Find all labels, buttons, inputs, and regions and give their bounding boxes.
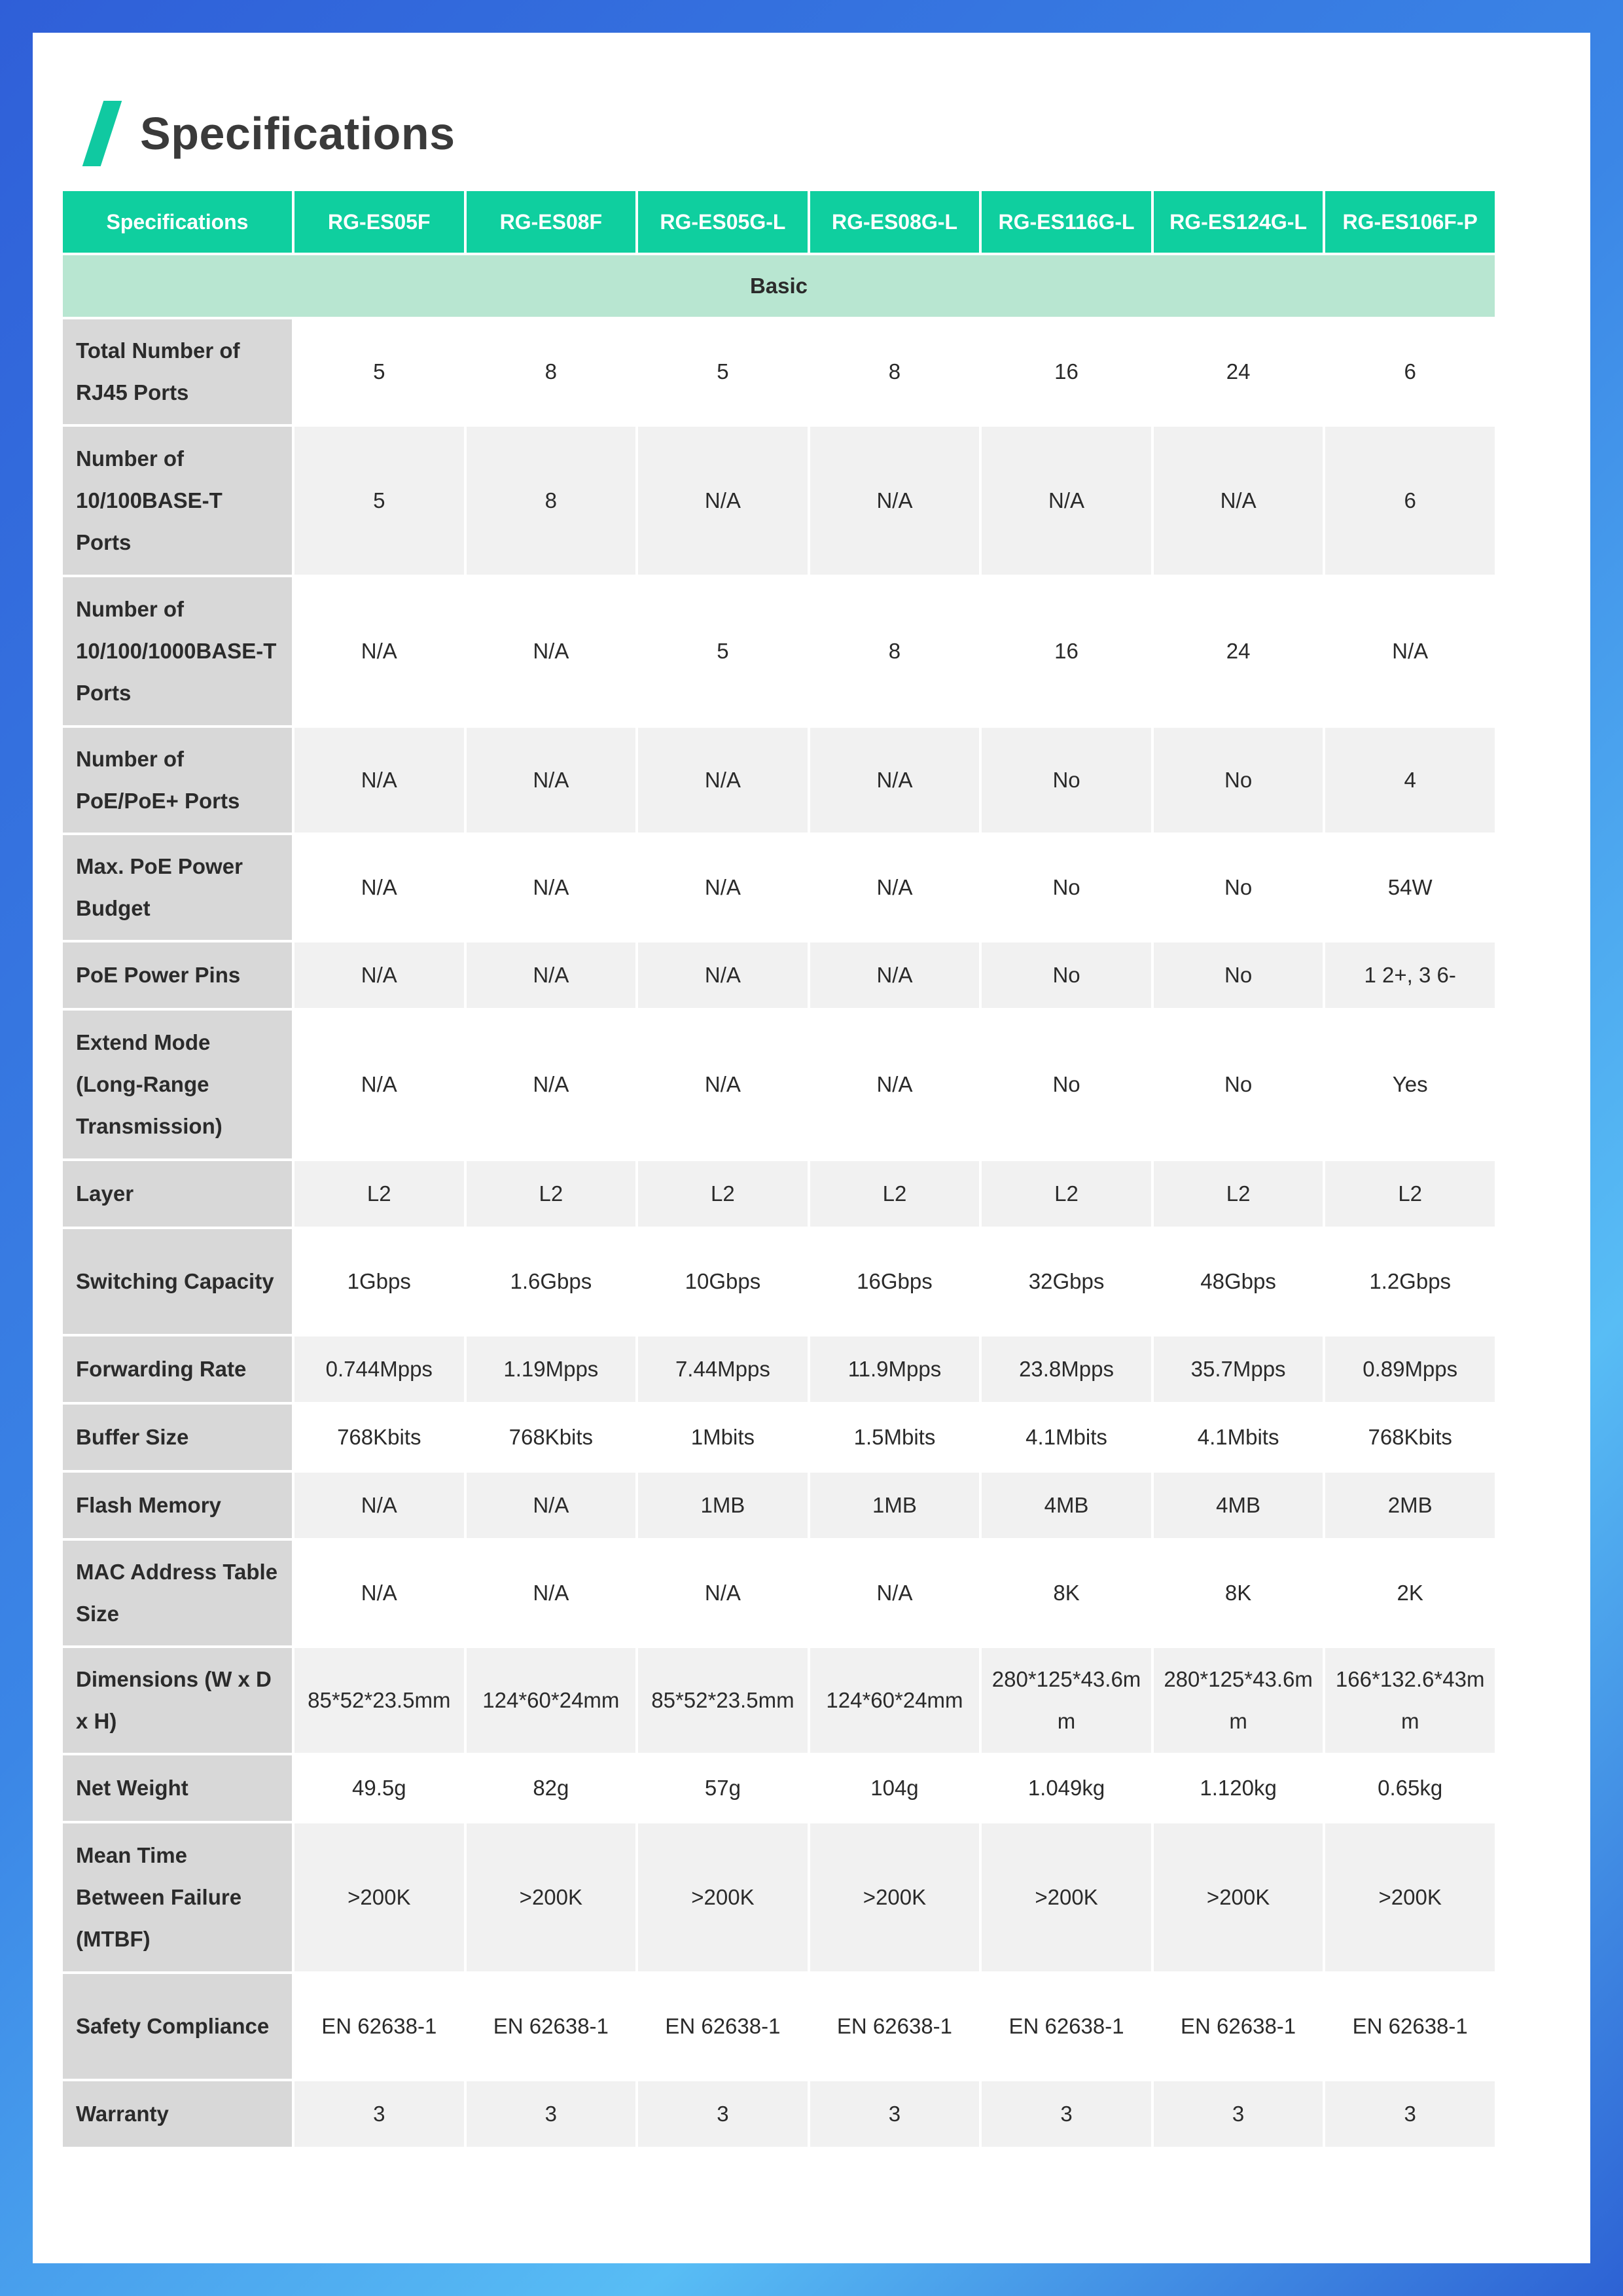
table-cell: 5 (638, 577, 808, 725)
table-cell: N/A (294, 1473, 464, 1538)
table-cell: 768Kbits (294, 1405, 464, 1470)
table-cell: N/A (467, 577, 636, 725)
row-label: Number of PoE/PoE+ Ports (63, 728, 292, 833)
table-row (63, 942, 1495, 1008)
table-cell: Yes (1325, 1011, 1495, 1158)
table-cell: 104g (810, 1755, 980, 1821)
table-cell: 5 (638, 319, 808, 424)
table-cell: EN 62638-1 (1325, 1974, 1495, 2079)
table-cell: EN 62638-1 (982, 1974, 1151, 2079)
table-cell: EN 62638-1 (638, 1974, 808, 2079)
table-row (63, 1011, 1495, 1158)
table-cell: 768Kbits (1325, 1405, 1495, 1470)
table-cell: >200K (810, 1823, 980, 1971)
table-row (63, 835, 1495, 940)
header-cell-model: RG-ES124G-L (1154, 191, 1323, 253)
heading-accent-bar (82, 101, 122, 166)
row-label: Layer (63, 1161, 292, 1227)
table-row (63, 1336, 1495, 1402)
table-cell: 4.1Mbits (1154, 1405, 1323, 1470)
table-cell: 8 (467, 319, 636, 424)
table-cell: 1MB (638, 1473, 808, 1538)
table-cell: 166*132.6*43mm (1325, 1648, 1495, 1753)
table-row (63, 1161, 1495, 1227)
table-cell: 3 (467, 2081, 636, 2147)
table-cell: N/A (1154, 427, 1323, 575)
table-cell: No (1154, 728, 1323, 833)
table-cell: 1Gbps (294, 1229, 464, 1334)
table-cell: N/A (467, 942, 636, 1008)
table-cell: 57g (638, 1755, 808, 1821)
table-cell: N/A (467, 1473, 636, 1538)
table-cell: N/A (467, 1011, 636, 1158)
table-cell: 11.9Mpps (810, 1336, 980, 1402)
table-row (63, 1473, 1495, 1538)
header-cell-model: RG-ES05G-L (638, 191, 808, 253)
table-cell: L2 (467, 1161, 636, 1227)
table-cell: 5 (294, 427, 464, 575)
table-cell: 48Gbps (1154, 1229, 1323, 1334)
table-cell: No (982, 728, 1151, 833)
row-label: Net Weight (63, 1755, 292, 1821)
table-cell: N/A (467, 835, 636, 940)
table-row (63, 1405, 1495, 1470)
table-cell: No (982, 942, 1151, 1008)
table-cell: 4.1Mbits (982, 1405, 1151, 1470)
table-cell: 1 2+, 3 6- (1325, 942, 1495, 1008)
table-row (63, 319, 1495, 424)
row-label: PoE Power Pins (63, 942, 292, 1008)
table-cell: 768Kbits (467, 1405, 636, 1470)
table-cell: 23.8Mpps (982, 1336, 1151, 1402)
table-cell: L2 (294, 1161, 464, 1227)
table-row (63, 728, 1495, 833)
table-cell: N/A (810, 1541, 980, 1645)
table-cell: 3 (1325, 2081, 1495, 2147)
table-cell: 280*125*43.6mm (982, 1648, 1151, 1753)
table-cell: 16 (982, 319, 1151, 424)
table-cell: EN 62638-1 (1154, 1974, 1323, 2079)
table-cell: 1.19Mpps (467, 1336, 636, 1402)
table-cell: 124*60*24mm (467, 1648, 636, 1753)
table-row (63, 1755, 1495, 1821)
table-cell: 85*52*23.5mm (294, 1648, 464, 1753)
table-cell: 4MB (982, 1473, 1151, 1538)
table-cell: 3 (638, 2081, 808, 2147)
table-cell: L2 (1325, 1161, 1495, 1227)
table-cell: 4MB (1154, 1473, 1323, 1538)
table-cell: 32Gbps (982, 1229, 1151, 1334)
table-cell: N/A (982, 427, 1151, 575)
table-cell: N/A (638, 728, 808, 833)
table-row (63, 577, 1495, 725)
table-cell: N/A (294, 835, 464, 940)
table-cell: 280*125*43.6mm (1154, 1648, 1323, 1753)
row-label: Flash Memory (63, 1473, 292, 1538)
table-cell: No (982, 835, 1151, 940)
table-cell: No (1154, 942, 1323, 1008)
row-label: Dimensions (W x D x H) (63, 1648, 292, 1753)
table-cell: No (1154, 1011, 1323, 1158)
table-cell: 7.44Mpps (638, 1336, 808, 1402)
table-cell: N/A (638, 1541, 808, 1645)
table-cell: 85*52*23.5mm (638, 1648, 808, 1753)
table-cell: N/A (638, 1011, 808, 1158)
row-label: Extend Mode (Long-Range Transmission) (63, 1011, 292, 1158)
table-cell: 35.7Mpps (1154, 1336, 1323, 1402)
header-cell-model: RG-ES05F (294, 191, 464, 253)
table-cell: N/A (810, 835, 980, 940)
table-cell: 0.65kg (1325, 1755, 1495, 1821)
table-cell: No (1154, 835, 1323, 940)
table-row (63, 1974, 1495, 2079)
table-cell: >200K (638, 1823, 808, 1971)
table-cell: L2 (638, 1161, 808, 1227)
table-cell: 16 (982, 577, 1151, 725)
table-cell: N/A (294, 577, 464, 725)
table-cell: N/A (294, 1541, 464, 1645)
row-label: Warranty (63, 2081, 292, 2147)
section-label: Basic (63, 255, 1495, 317)
row-label: Mean Time Between Failure (MTBF) (63, 1823, 292, 1971)
row-label: Forwarding Rate (63, 1336, 292, 1402)
row-label: Number of 10/100/1000BASE-T Ports (63, 577, 292, 725)
section-heading (93, 101, 455, 166)
table-row (63, 1541, 1495, 1645)
table-cell: N/A (638, 427, 808, 575)
table-cell: No (982, 1011, 1151, 1158)
header-cell-model: RG-ES08G-L (810, 191, 980, 253)
table-cell: 3 (294, 2081, 464, 2147)
row-label: Total Number of RJ45 Ports (63, 319, 292, 424)
table-cell: N/A (467, 728, 636, 833)
table-cell: N/A (638, 835, 808, 940)
table-cell: 1.120kg (1154, 1755, 1323, 1821)
table-cell: 49.5g (294, 1755, 464, 1821)
table-cell: 24 (1154, 577, 1323, 725)
table-cell: EN 62638-1 (810, 1974, 980, 2079)
row-label: Max. PoE Power Budget (63, 835, 292, 940)
row-label: Number of 10/100BASE-T Ports (63, 427, 292, 575)
table-cell: 4 (1325, 728, 1495, 833)
table-cell: N/A (638, 942, 808, 1008)
table-cell: L2 (982, 1161, 1151, 1227)
table-cell: >200K (1325, 1823, 1495, 1971)
table-cell: 1.6Gbps (467, 1229, 636, 1334)
table-cell: N/A (294, 728, 464, 833)
table-cell: 3 (1154, 2081, 1323, 2147)
specifications-table (60, 188, 1497, 2149)
table-cell: 8K (1154, 1541, 1323, 1645)
table-cell: 0.744Mpps (294, 1336, 464, 1402)
table-cell: 6 (1325, 319, 1495, 424)
table-cell: 1.5Mbits (810, 1405, 980, 1470)
header-cell-model: RG-ES08F (467, 191, 636, 253)
table-cell: N/A (294, 942, 464, 1008)
table-cell: N/A (294, 1011, 464, 1158)
header-cell-specifications: Specifications (63, 191, 292, 253)
table-header-row (63, 191, 1495, 253)
table-cell: N/A (810, 728, 980, 833)
table-cell: N/A (810, 1011, 980, 1158)
table-cell: 124*60*24mm (810, 1648, 980, 1753)
table-cell: 24 (1154, 319, 1323, 424)
table-cell: 10Gbps (638, 1229, 808, 1334)
table-row (63, 2081, 1495, 2147)
table-cell: 3 (810, 2081, 980, 2147)
table-cell: N/A (1325, 577, 1495, 725)
row-label: MAC Address Table Size (63, 1541, 292, 1645)
table-cell: >200K (1154, 1823, 1323, 1971)
table-cell: 1Mbits (638, 1405, 808, 1470)
table-cell: 6 (1325, 427, 1495, 575)
table-cell: EN 62638-1 (467, 1974, 636, 2079)
table-cell: 5 (294, 319, 464, 424)
table-row (63, 1229, 1495, 1334)
table-cell: 1MB (810, 1473, 980, 1538)
table-cell: N/A (810, 942, 980, 1008)
table-cell: 2MB (1325, 1473, 1495, 1538)
table-cell: 0.89Mpps (1325, 1336, 1495, 1402)
table-cell: 8K (982, 1541, 1151, 1645)
section-row-basic (63, 255, 1495, 317)
table-cell: 2K (1325, 1541, 1495, 1645)
table-cell: 8 (810, 577, 980, 725)
table-cell: 3 (982, 2081, 1151, 2147)
table-cell: EN 62638-1 (294, 1974, 464, 2079)
page-title: Specifications (140, 108, 455, 159)
row-label: Buffer Size (63, 1405, 292, 1470)
table-cell: 82g (467, 1755, 636, 1821)
table-cell: >200K (467, 1823, 636, 1971)
row-label: Switching Capacity (63, 1229, 292, 1334)
table-cell: L2 (1154, 1161, 1323, 1227)
table-cell: >200K (294, 1823, 464, 1971)
table-row (63, 1823, 1495, 1971)
header-cell-model: RG-ES116G-L (982, 191, 1151, 253)
table-cell: 8 (810, 319, 980, 424)
table-cell: L2 (810, 1161, 980, 1227)
row-label: Safety Compliance (63, 1974, 292, 2079)
table-cell: N/A (810, 427, 980, 575)
header-cell-model: RG-ES106F-P (1325, 191, 1495, 253)
table-cell: 1.2Gbps (1325, 1229, 1495, 1334)
table-cell: 16Gbps (810, 1229, 980, 1334)
table-cell: 1.049kg (982, 1755, 1151, 1821)
table-cell: 54W (1325, 835, 1495, 940)
table-cell: 8 (467, 427, 636, 575)
table-row (63, 427, 1495, 575)
table-row (63, 1648, 1495, 1753)
table-cell: N/A (467, 1541, 636, 1645)
table-cell: >200K (982, 1823, 1151, 1971)
